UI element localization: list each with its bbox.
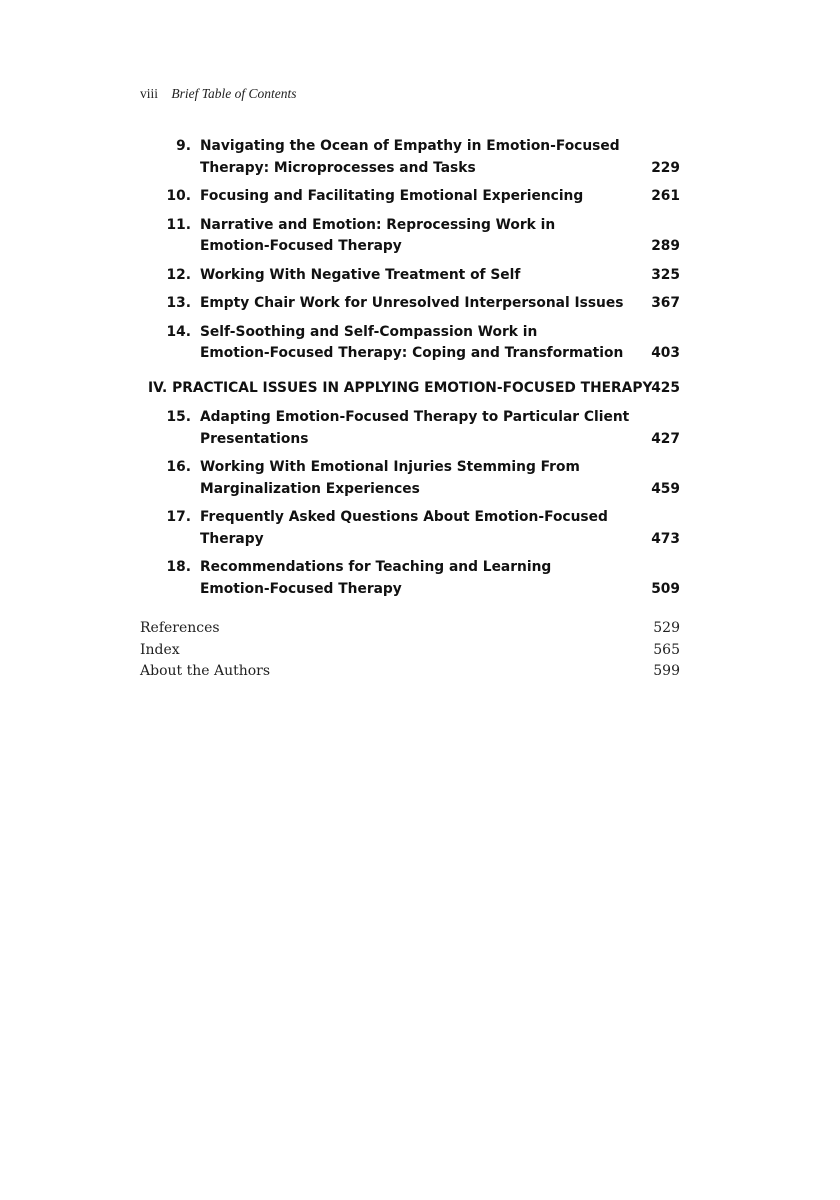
chapter-number: 12. (166, 266, 191, 283)
backmatter-label: References (140, 620, 220, 636)
chapter-number: 9. (176, 138, 191, 154)
toc-entry-chapter-13 (140, 293, 680, 315)
chapter-title (200, 265, 620, 287)
chapter-title (200, 215, 620, 258)
page-number: 325 (651, 266, 680, 283)
toc-entry-chapter-14 (140, 322, 680, 365)
chapter-title (200, 322, 624, 365)
chapter-title-line: Emotion-Focused Therapy: Coping and Transformation (200, 345, 624, 361)
running-head-title: Brief Table of Contents (171, 86, 297, 101)
folio: viii (140, 86, 159, 101)
chapter-number: 10. (166, 188, 191, 204)
chapter-title-line: Working With Emotional Injuries Stemming From (200, 459, 580, 475)
chapter-title-line: Working With Negative Treatment of Self (200, 266, 521, 283)
chapter-number: 13. (166, 295, 191, 311)
page-number: 529 (653, 620, 680, 636)
toc-entry-chapter-16 (140, 457, 680, 500)
chapter-title-line: Frequently Asked Questions About Emotion-Focused (200, 509, 608, 525)
toc-entry-chapter-9 (140, 136, 680, 179)
toc-entry-chapter-10 (140, 186, 680, 208)
chapter-title-line: Emotion-Focused Therapy (200, 238, 402, 254)
backmatter-label: Index (140, 642, 180, 658)
page-number: 425 (651, 379, 680, 396)
page-number: 473 (651, 530, 680, 547)
chapter-title-line: Self-Soothing and Self-Compassion Work in (200, 323, 538, 340)
chapter-title (200, 407, 630, 450)
chapter-number: 15. (166, 409, 191, 425)
page-number: 289 (651, 238, 680, 254)
chapter-title (200, 457, 620, 500)
chapter-number: 17. (166, 509, 191, 525)
chapter-title (200, 136, 620, 179)
part-title: IV. PRACTICAL ISSUES IN APPLYING EMOTION-FOCUSED THERAPY (148, 379, 653, 396)
toc-entry-chapter-15 (140, 407, 680, 450)
table-of-contents (140, 136, 680, 600)
backmatter-label: About the Authors (140, 663, 271, 679)
chapter-title-line: Empty Chair Work for Unresolved Interpersonal Issues (200, 295, 624, 311)
page-number: 565 (653, 642, 680, 658)
page-number: 229 (651, 159, 680, 176)
page-number: 459 (651, 480, 680, 497)
toc-entry-chapter-17 (140, 507, 680, 550)
chapter-title-line: Recommendations for Teaching and Learning (200, 559, 552, 575)
chapter-title (200, 293, 624, 315)
chapter-title-line: Marginalization Experiences (200, 480, 420, 497)
chapter-title-line: Narrative and Emotion: Reprocessing Work in (200, 216, 556, 233)
chapter-title (200, 557, 620, 600)
page-number: 403 (651, 345, 680, 361)
chapter-title-line: Therapy: Microprocesses and Tasks (200, 159, 476, 176)
chapter-title-line: Adapting Emotion-Focused Therapy to Particular Client (200, 409, 630, 425)
chapter-title-line: Presentations (200, 430, 309, 447)
chapter-number: 16. (166, 459, 191, 475)
toc-part-heading (140, 378, 680, 400)
chapter-number: 18. (166, 559, 191, 575)
chapter-title-line: Emotion-Focused Therapy (200, 580, 402, 597)
page-number: 261 (651, 188, 680, 204)
chapter-number: 14. (166, 323, 191, 340)
page-number: 367 (651, 295, 680, 311)
chapter-title-line: Therapy (200, 530, 264, 547)
running-head (140, 86, 297, 102)
page-number: 509 (651, 580, 680, 597)
toc-entry-chapter-18 (140, 557, 680, 600)
chapter-title-line: Focusing and Facilitating Emotional Experiencing (200, 188, 584, 204)
chapter-number: 11. (166, 216, 191, 233)
page-number: 599 (653, 663, 680, 679)
chapter-title (200, 507, 620, 550)
toc-entry-chapter-11 (140, 215, 680, 258)
chapter-title (200, 186, 620, 208)
page-number: 427 (651, 430, 680, 447)
chapter-title-line: Navigating the Ocean of Empathy in Emotion-Focused (200, 138, 620, 154)
toc-entry-chapter-12 (140, 265, 680, 287)
